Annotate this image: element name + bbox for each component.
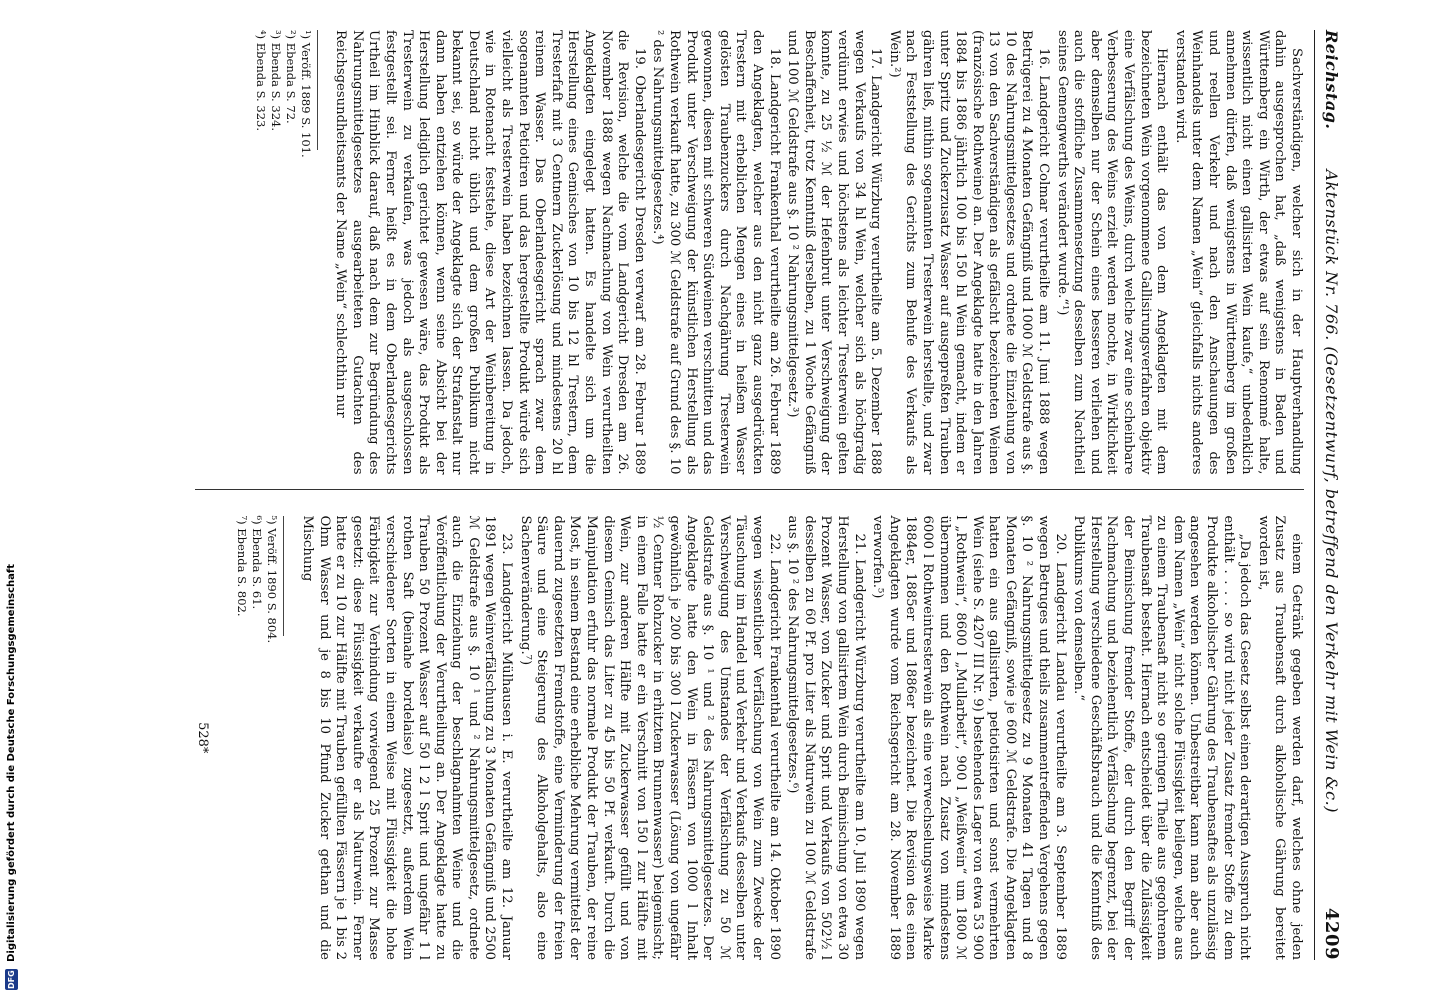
paragraph: 18. Landgericht Frankenthal verurtheilte am 26. Februar 1889 den Angeklagten, welcher aus den nicht ganz ausgedrückten Trestern mit erheblichen Mengen eines in heißem Wasser gelösten Traubenzuckers durch Nachgährung Tresterwein gewonnen, diesen mit schweren Südweinen verschnitten und das Produkt unter Verschweigung der künstlichen Herstellung als Rothwein verkauft hatte, zu 300 ℳ Geldstrafe auf Grund des §. 10 ² des Nahrungsmittelgesetzes.⁴) xyxy=(650,30,782,475)
paragraph: Hiernach enthält das von dem Angeklagten mit dem bezeichneten Wein vorgenommene Gallisirungsverfahren objektiv eine Verfälschung des Weins, durch welche zwar eine scheinbare Verbesserung des Weins erzielt werden mochte, in Wirklichkeit aber demselben nur der Schein eines besseren verliehen und auch die stoffliche Zusammensetzung desselben zum Nachtheil seines Gemengwerths verändert wurde.“¹) xyxy=(1054,30,1170,475)
paragraph: Sachverständigen, welcher sich in der Hauptverhandlung dahin ausgesprochen hat, „daß wenigstens in Baden und Württemberg ein Wirth, der etwas auf sein Renommé halte, wissentlich nicht einen gallisirten Wein kaufe,“ unbedenklich annehmen dürfen, daß wenigstens in Württemberg im großen und reellen Verkehr und nach den Anschauungen des Weinhandels unter dem Namen „Wein“ gleichfalls nichts anderes verstanden wird. xyxy=(1172,30,1304,475)
paragraph: 22. Landgericht Frankenthal verurtheilte am 14. Oktober 1890 wegen wissentlicher Verfälschung von Wein zum Zwecke der Täuschung im Handel und Verkehr und Verkaufs desselben unter Verschweigung des Umstandes der Verfälschung zu 50 ℳ Geldstrafe aus §. 10 ¹ und ² des Nahrungsmittelgesetzes. Der Angeklagte hatte den Wein in Fässern von 1000 l Inhalt gewöhnlich je 200 bis 300 l Zuckerwasser (Lösung von ungefähr ½ Centner Rohzucker in erhitztem Brunnenwasser) beigemischt; in einem Falle hatte er ein Verschnitt von 150 l zur Hälfte mit Wein, zur anderen Hälfte mit Zuckerwasser gefüllt und von diesem Gemisch das Liter zu 45 bis 50 Pf. verkauft. Durch die Manipulation erfuhr das normale Produkt der Trauben, der reine Most, in seinem Bestand eine erhebliche Mehrung vermittelst der dauernd zugesetzten Fremdstoffe, eine Verminderung der freien Säure und eine Steigerung des Alkoholgehalts, also eine Sachenveränderung.⁷) xyxy=(517,515,782,960)
left-column-paragraphs xyxy=(332,30,1304,475)
digitization-note xyxy=(4,10,18,990)
page-header xyxy=(1314,30,1342,960)
paragraph: 19. Oberlandesgericht Dresden verwarf am 28. Februar 1889 die Revision, welche die vom Landgericht Dresden am 26. November 1888 wegen Nachmachung von Wein verurtheilten Angeklagten eingelegt hatten. Es handelte sich um die Herstellung eines Gemisches von 10 bis 12 hl Trestern, dem Tresterfaft mit 3 Centnern Zuckerlösung und mindestens 20 hl reinem Wasser. Das Oberlandesgericht sprach zwar dem sogenannten Petiotiren und das hergestellte Produkt würde sich vielleicht als Tresterwein haben bezeichnen lassen. Da jedoch, wie in Rotenacht feststehe, diese Art der Weinbereitung in Deutschland nicht üblich und dem großen Publikum nicht bekannt sei, so würde der Angeklagte sich der Strafanstalt nur dann haben entziehen können, wenn seine Absicht bei der Herstellung lediglich gerichtet gewesen wäre, das Produkt als Tresterwein zu verkaufen, was jedoch als ausgeschlossen festgestellt sei. Ferner heißt es in dem Oberlandesgerichts Urtheil im Hinblick darauf, daß nach dem zur Begründung des Nahrungsmittelgesetzes ausgearbeiteten Gutachten des Reichsgesundheitsamts der Name „Wein“ schlechthin nur xyxy=(333,30,647,475)
paragraph: „Da jedoch das Gesetz selbst einen derartigen Ausspruch nicht enthält . . . . so wird nicht jeder Zusatz fremder Stoffe zu dem Produkte alkoholischer Gährung des Traubensaftes als unzulässig angesehen werden können. Unbestreitbar kann man aber auch dem Namen „Wein“ nicht solche Flüssigkeit beilegen, welche aus zu einem Traubensaft nicht so geringen Theile aus gegohrenem Traubensaft besteht. Hiernach entscheidet über die Zulässigkeit der Beimischung fremder Stoffe, der durch den Begriff der Nachmachung und beziehentlich Verfälschung begrenzt, bei der Herstellung verschiedene Geschäftsbrauch und die Kenntniß des Publikums von demselben.“ xyxy=(1071,515,1253,960)
page-number: 4209 xyxy=(1321,907,1342,960)
paragraph: einem Getränk gegeben werden darf, welches ohne jeden Zusatz aus Traubensaft durch alkoholische Gährung bereitet worden ist, xyxy=(1255,515,1304,960)
right-column xyxy=(195,516,1304,961)
paragraph: 17. Landgericht Würzburg verurtheilte am 5. Dezember 1888 wegen Verkaufs von 34 hl Wein, welcher sich als höchgradig verdünnt erwies und höchstens als leichter Tresterwein gelten konnte, zu 25 ½ ℳ der Hefenbrut unter Verschweigung der Beschaffenheit, trotz Kenntniß derselben, zu 1 Woche Gefängniß und 100 ℳ Geldstrafe aus §. 10 ² Nahrungsmittelgesetz.³) xyxy=(785,30,884,475)
header-left: Reichstag. xyxy=(1322,30,1341,130)
paragraph: 20. Landgericht Landau verurtheilte am 3. September 1889 wegen Betruges und theils zusammentreffenden Vergehens gegen §. 10 ² Nahrungsmittelgesetz zu 9 Monaten 41 Tagen und 8 Monaten Gefängniß, sowie je 600 ℳ Geldstrafe. Die Angeklagten hatten ein aus gallisirten, petiotisirten und sonst vermehrten Wein (siehe S. 4207 III Nr. 9) bestehendes Lager von etwa 53 900 l „Rothwein“, 8600 l „Mullarbeit“, 900 l „Weißwein“ um 1800 ℳ übernommen und den Rothwein nach Zusatz von mindestens 6000 l Rothweintresterwein als eine verwechselungsweise Marke 1884er, 1885er und 1886er bezeichnet. Die Revision des einen Angeklagten wurde vom Reichsgericht am 28. November 1889 verworfen.⁵) xyxy=(870,515,1068,960)
page-signature: 528* xyxy=(195,722,211,754)
paragraph: 16. Landgericht Colmar verurtheilte am 11. Juni 1888 wegen Betrügerei zu 4 Monaten Gefängniß und 1000 ℳ Geldstrafe aus §. 10 des Nahrungsmittelgesetzes und ordnete die Einziehung von 13 von den Sachverständigen als gefälscht bezeichneten Weinen (französische Rothweine) an. Der Angeklagte hatte in den Jahren 1884 bis 1886 jährlich 100 bis 150 hl Wein gemacht, indem er unter Spritz und Zuckerzusatz Wasser auf ausgepreßten Trauben gähren ließ, mithin sogenannten Tresterwein herstellte, und zwar nach Feststellung des Gerichts zum Behufe des Verkaufs als Wein.²) xyxy=(886,30,1052,475)
footnote: ⁷) Ebenda S. 802. xyxy=(235,515,250,617)
footnote: ⁵) Veröff. 1890 S. 804. xyxy=(265,515,280,644)
footnote: ¹) Veröff. 1889 S. 101. xyxy=(298,30,313,158)
paragraph: 23. Landgericht Mülhausen i. E. verurtheilte am 12. Januar 1891 wegen Weinverfälschung zu 3 Monaten Gefängniß und 2500 ℳ Geldstrafe aus §. 10 ¹ und ² Nahrungsmittelgesetz, ordnete auch die Einziehung der beschlagnahmten Weine und die Veröffentlichung der Verurtheilung an. Der Angeklagte hatte zu Trauben 50 Prozent Wasser auf 50 l 2 l Sprit und ungefähr 1 l rothen Saft (beinahe bordelaise) zugesetzt, außerdem Wein verschiedener Sorten in einem Weise mit Flüssigkeit die hohe Färbigkeit zur Verbindung vorwiegend 25 Prozent zur Masse gesetzt: diese Flüssigkeit verkaufte er als Naturwein. Ferner hatte er zu 10 zur Hälfte mit Trauben gefüllten Fässern je 1 bis 2 Ohm Wasser und je 8 bis 10 Pfund Zucker gethan und die Mischung xyxy=(299,515,515,960)
left-footnotes xyxy=(253,30,318,158)
footnote: ³) Ebenda S. 324. xyxy=(268,30,283,131)
footnote: ²) Ebenda S. 72. xyxy=(283,30,298,124)
dfg-logo: DFG xyxy=(6,970,16,989)
right-footnotes xyxy=(234,515,284,644)
digitization-text: Digitalisierung gefördert durch die Deutsche Forschungsgemeinschaft xyxy=(5,563,17,962)
text-columns xyxy=(195,30,1304,960)
paragraph: 21. Landgericht Würzburg verurtheilte am 10. Juli 1890 wegen Herstellung von gallisirtem Wein durch Beimischung von etwa 30 Prozent Wasser, von Zucker und Sprit und Verkaufs von 502½ l desselben zu 60 Pf. pro Liter als Naturwein zu 100 ℳ Geldstrafe aus §. 10 ² des Nahrungsmittelgesetzes.⁶) xyxy=(785,515,867,960)
right-column-paragraphs xyxy=(298,516,1304,961)
footnote: ⁶) Ebenda S. 61. xyxy=(250,515,265,610)
footnote: ⁴) Ebenda S. 323. xyxy=(253,30,268,131)
header-title: Aktenstück Nr. 766. (Gesetzentwurf, betreffend den Verkehr mit Wein &c.) xyxy=(1322,169,1341,813)
left-column xyxy=(195,30,1304,490)
